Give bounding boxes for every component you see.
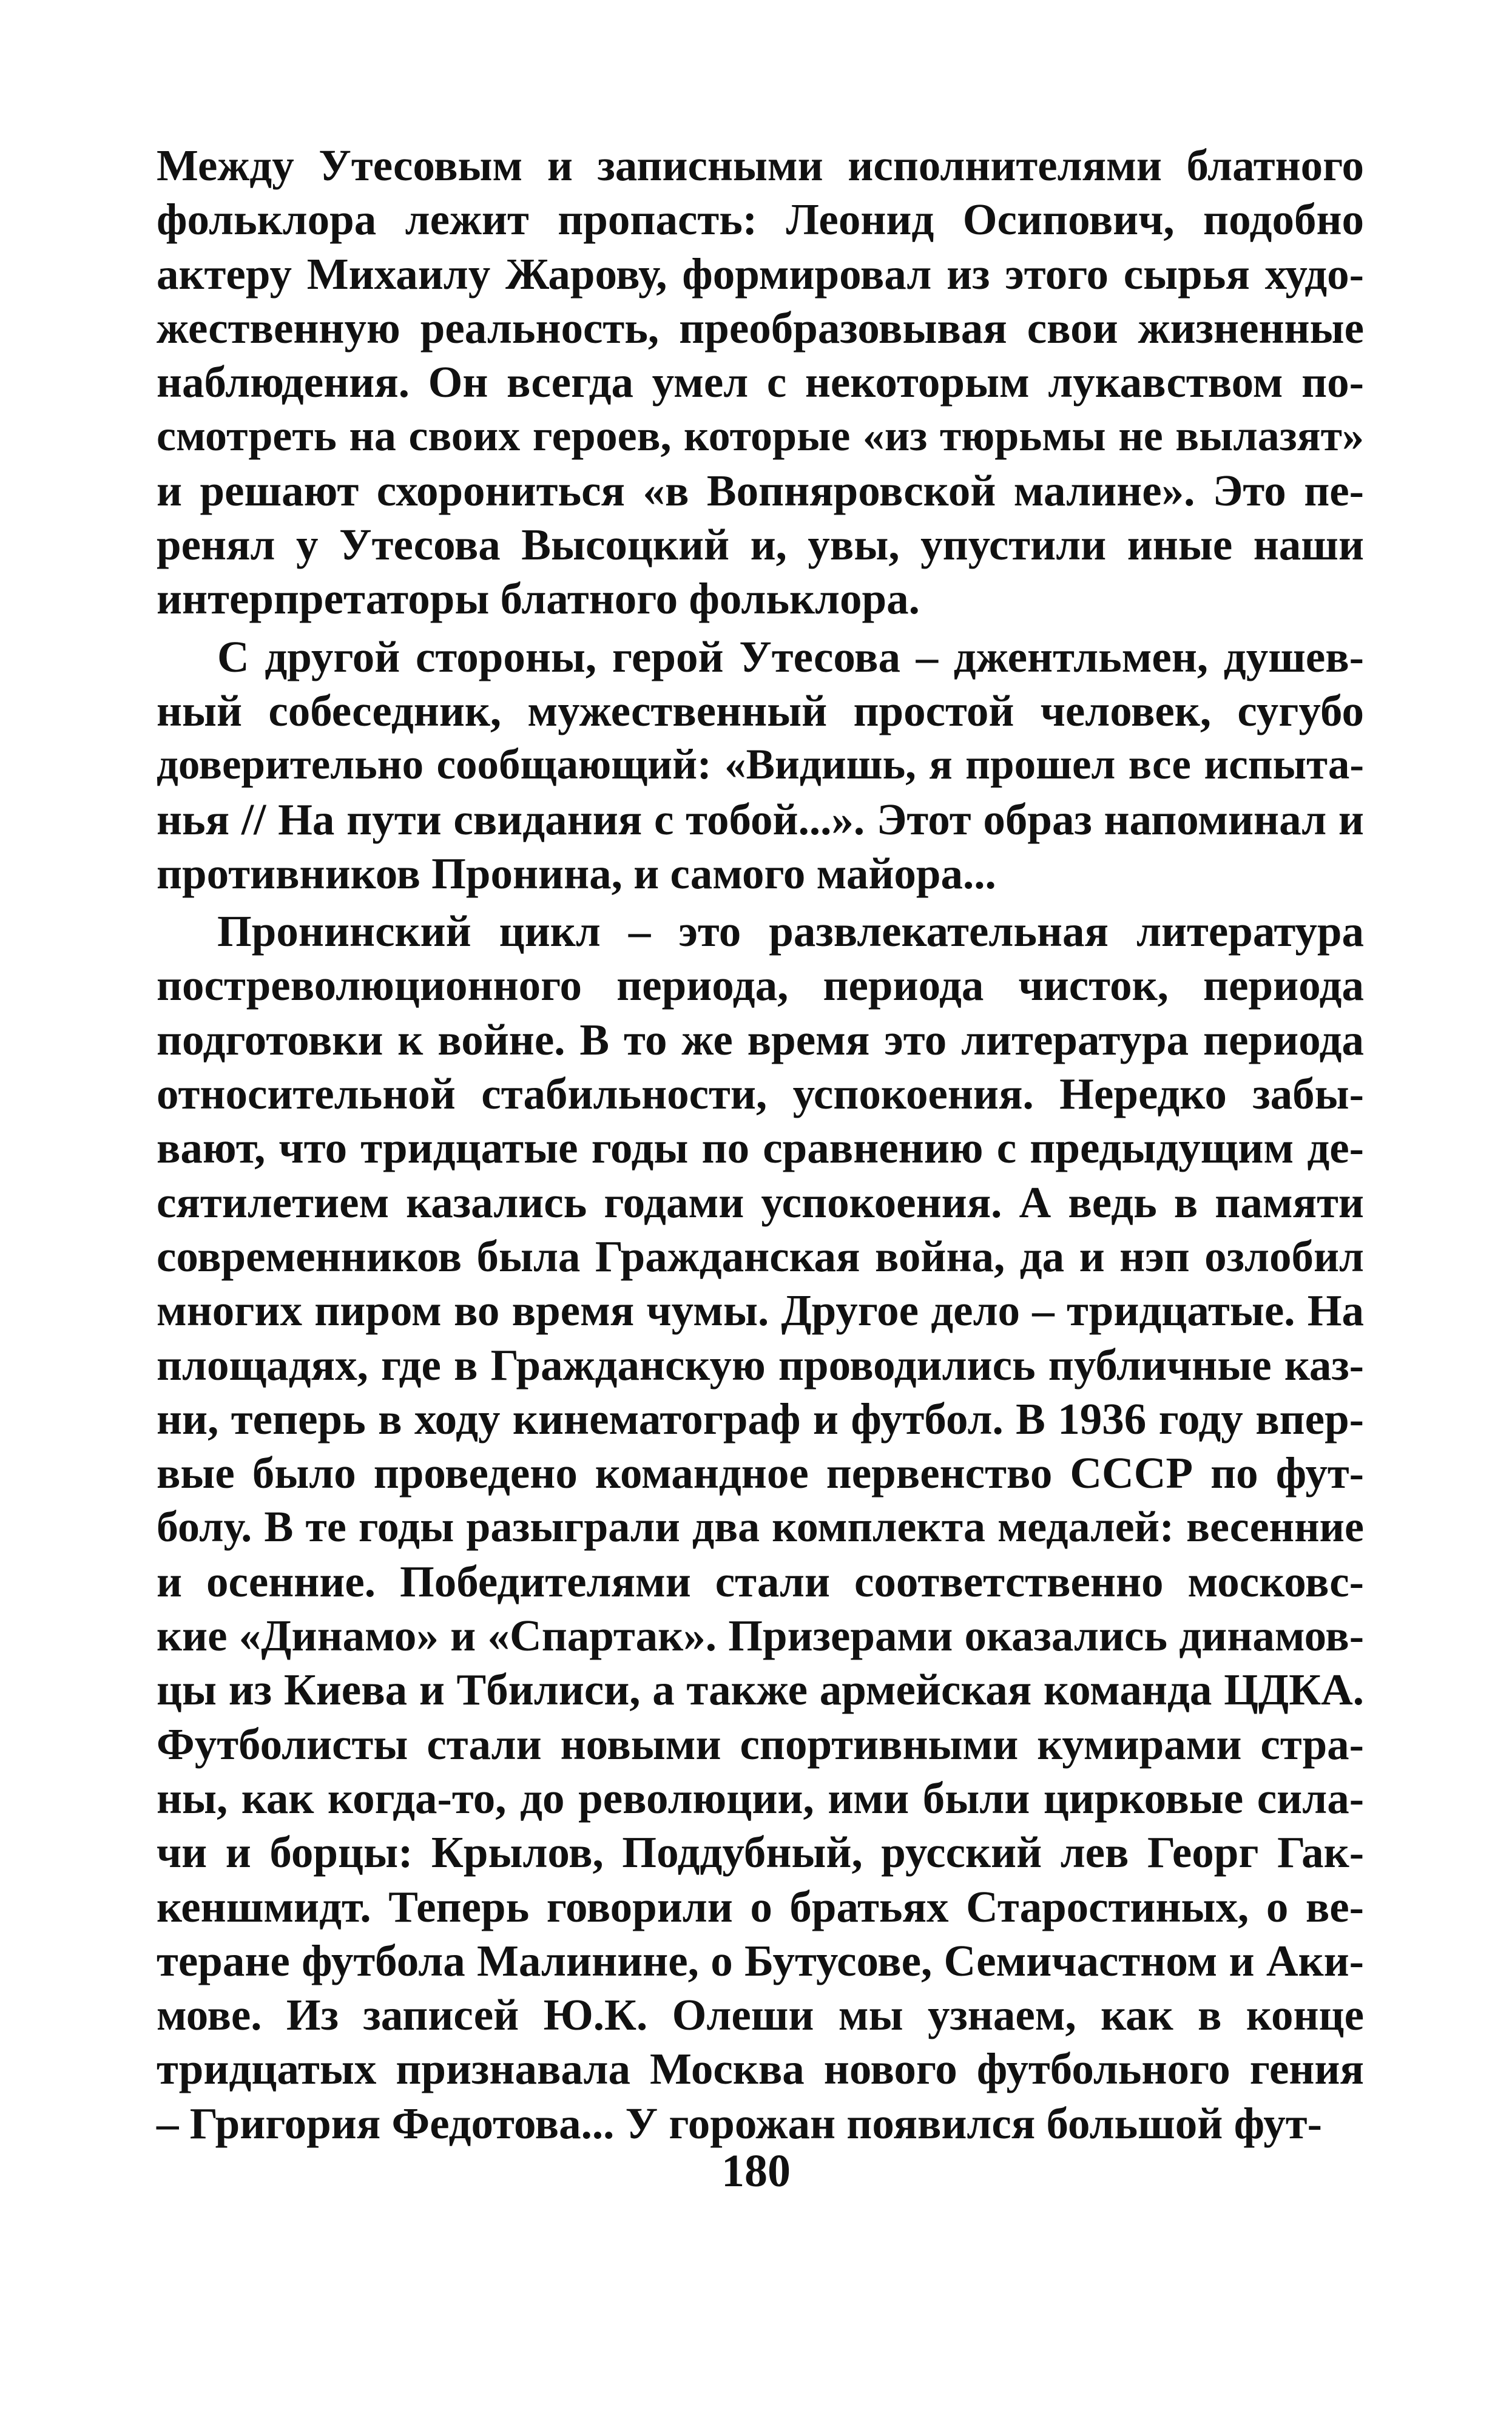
text-line: жественную реальность, преобразовывая свои жизненные: [157, 303, 1364, 353]
text-line: кеншмидт. Теперь говорили о братьях Старостиных, о ве-: [157, 1882, 1364, 1931]
text-line: нья // На пути свидания с тобой...». Этот образ напоминал и: [157, 794, 1364, 844]
text-line: теране футбола Малинине, о Бутусове, Семичастном и Аки-: [157, 1936, 1364, 1985]
text-line: мове. Из записей Ю.К. Олеши мы узнаем, как в конце: [157, 1990, 1364, 2040]
paragraph: [157, 138, 1364, 626]
text-line: Футболисты стали новыми спортивными кумирами стра-: [157, 1719, 1364, 1769]
text-line: ны, как когда-то, до революции, ими были цирковые сила-: [157, 1773, 1364, 1823]
text-line: фольклора лежит пропасть: Леонид Осипович, подобно: [157, 195, 1364, 245]
paragraph: [157, 630, 1364, 900]
text-line: болу. В те годы разыграли два комплекта медалей: весенние: [157, 1502, 1364, 1552]
text-line: постреволюционного периода, периода чисток, периода: [157, 961, 1364, 1010]
text-line: интерпретаторы блатного фольклора.: [157, 574, 920, 624]
text-line: вают, что тридцатые годы по сравнению с предыдущим де-: [157, 1123, 1364, 1173]
text-line: смотреть на своих героев, которые «из тюрьмы не вылазят»: [157, 411, 1364, 461]
text-line: ный собеседник, мужественный простой человек, сугубо: [157, 686, 1364, 735]
text-line: вые было проведено командное первенство СССР по фут-: [157, 1448, 1364, 1498]
text-line: и осенние. Победителями стали соответственно московс-: [157, 1556, 1364, 1606]
text-line: ренял у Утесова Высоцкий и, увы, упустили иные наши: [157, 520, 1364, 570]
text-line: и решают схорониться «в Вопняровской малине». Это пе-: [157, 465, 1364, 515]
text-line: противников Пронина, и самого майора...: [157, 848, 996, 898]
text-line: С другой стороны, герой Утесова – джентльмен, душев-: [217, 632, 1364, 681]
text-line: актеру Михаилу Жарову, формировал из этого сырья худо-: [157, 249, 1364, 299]
text-line: Пронинский цикл – это развлекательная литература: [217, 907, 1364, 956]
text-line: доверительно сообщающий: «Видишь, я прошел все испыта-: [157, 741, 1364, 789]
text-line: подготовки к войне. В то же время это литература периода: [157, 1015, 1364, 1064]
text-line: Между Утесовым и записными исполнителями блатного: [157, 141, 1364, 190]
text-line: – Григория Федотова... У горожан появился большой фут-: [157, 2098, 1322, 2148]
paragraph: [157, 904, 1364, 2150]
text-line: наблюдения. Он всегда умел с некоторым лукавством по-: [157, 357, 1364, 407]
page-number: 180: [721, 2146, 791, 2197]
text-line: многих пиром во время чумы. Другое дело – тридцатые. На: [157, 1286, 1364, 1336]
text-line: современников была Гражданская война, да и нэп озлобил: [157, 1231, 1364, 1281]
text-line: относительной стабильности, успокоения. Нередко забы-: [157, 1069, 1364, 1119]
text-line: площадях, где в Гражданскую проводились публичные каз-: [157, 1340, 1364, 1390]
text-line: цы из Киева и Тбилиси, а также армейская команда ЦДКА.: [157, 1665, 1364, 1715]
text-line: сятилетием казались годами успокоения. А ведь в памяти: [157, 1177, 1364, 1227]
text-line: чи и борцы: Крылов, Поддубный, русский лев Георг Гак-: [157, 1828, 1364, 1877]
text-line: кие «Динамо» и «Спартак». Призерами оказались динамов-: [157, 1611, 1364, 1661]
body-text: [157, 138, 1364, 2154]
text-line: ни, теперь в ходу кинематограф и футбол. В 1936 году впер-: [157, 1394, 1364, 1444]
text-line: тридцатых признавала Москва нового футбольного гения: [157, 2044, 1364, 2094]
